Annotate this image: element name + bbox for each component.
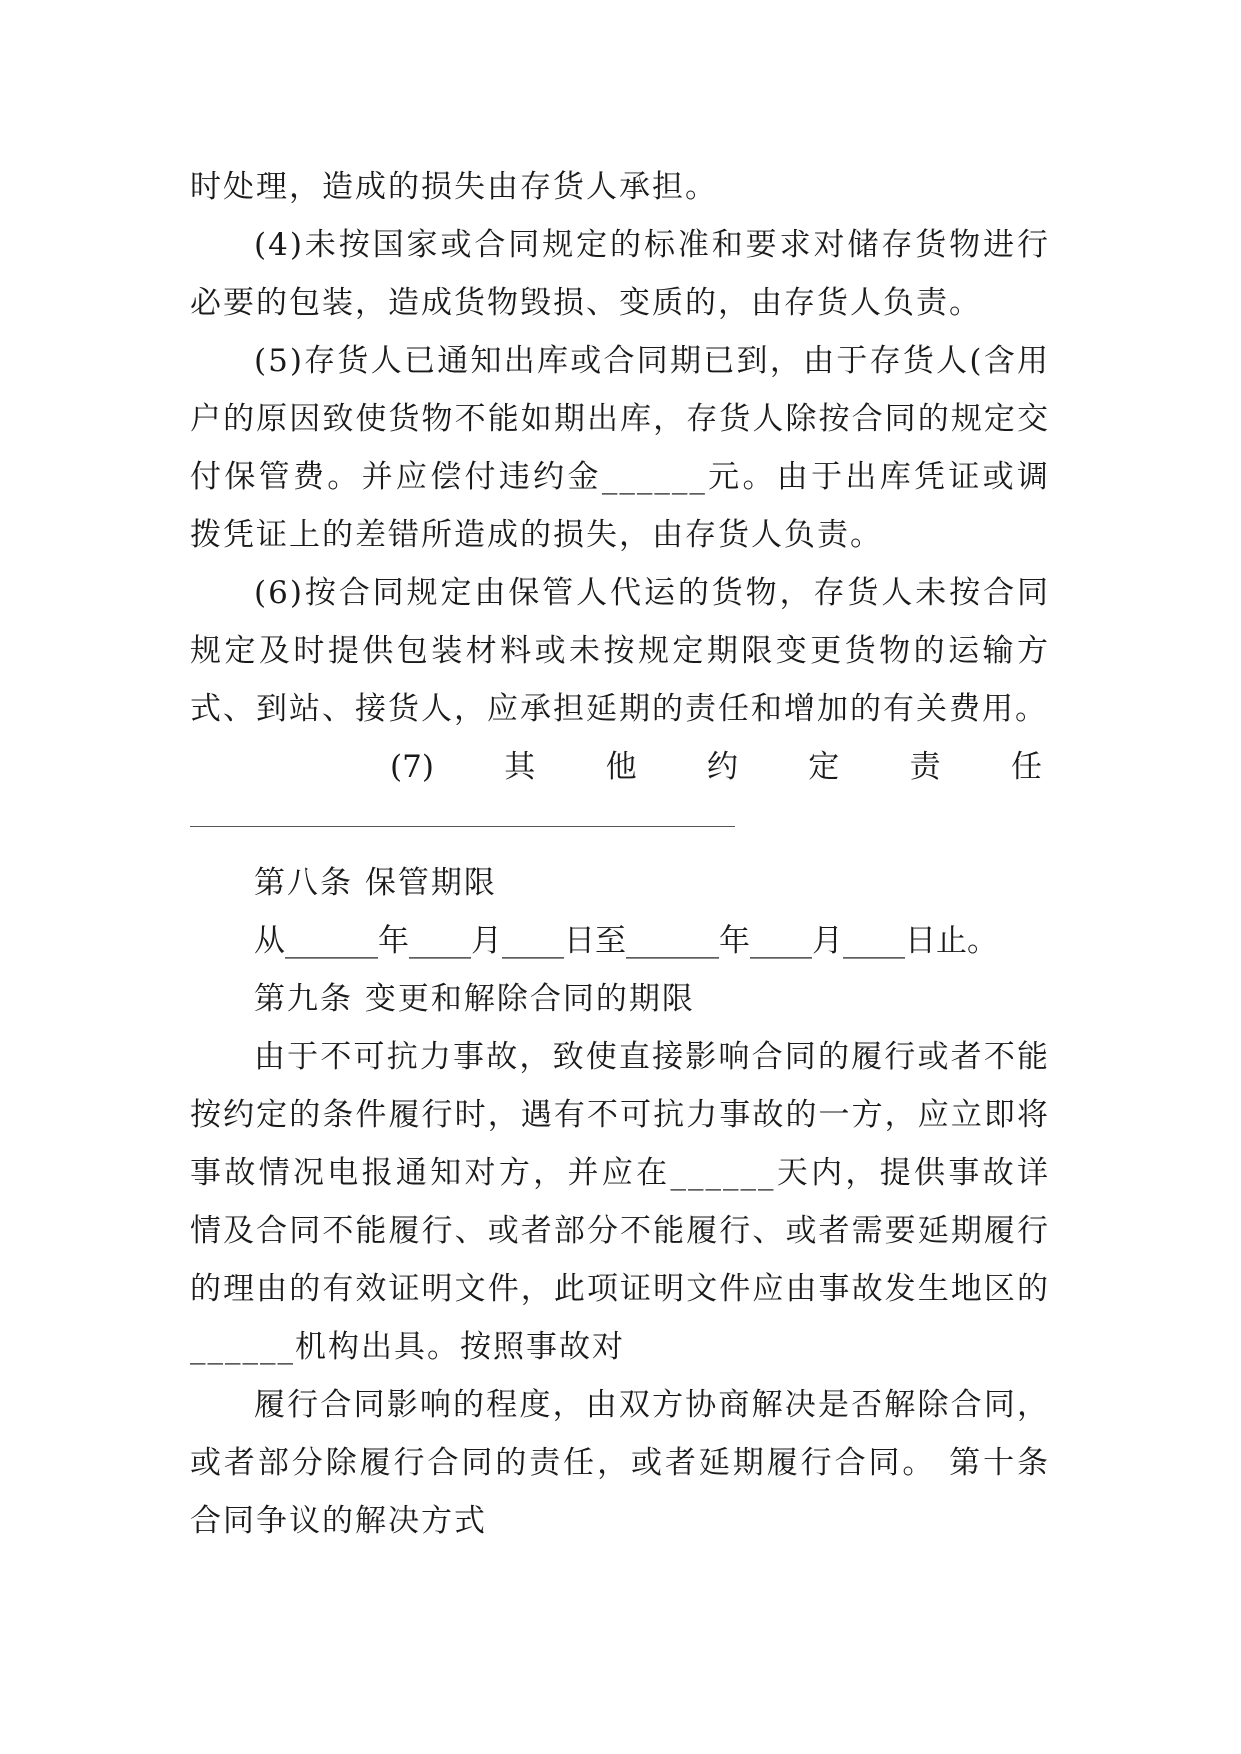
document-body	[190, 158, 1050, 1550]
item-7-char: 他	[605, 749, 637, 785]
fill-in-blank-line	[190, 796, 1050, 854]
article-8-body: 从______年____月____日至______年____月____日止。	[254, 923, 998, 959]
item-7-char: 责	[909, 749, 941, 785]
paragraph-item-5: (5)存货人已通知出库或合同期已到，由于存货人(含用户的原因致使货物不能如期出库，存货人除按合同的规定交付保管费。并应偿付违约金______元。由于出库凭证或调拨凭证上的差错所造成的损失，由存货人负责。	[190, 343, 1050, 553]
paragraph-item-7	[190, 738, 1050, 796]
paragraph-item-4: (4)未按国家或合同规定的标准和要求对储存货物进行必要的包装，造成货物毁损、变质的，由存货人负责。	[190, 227, 1050, 321]
paragraph-liability-continued: 时处理，造成的损失由存货人承担。	[190, 169, 718, 205]
item-7-char: 其	[504, 749, 536, 785]
blank-underline	[190, 826, 735, 827]
item-7-char: 任	[1010, 749, 1042, 785]
article-9-body-continued: 履行合同影响的程度，由双方协商解决是否解除合同，或者部分除履行合同的责任，或者延期履行合同。 第十条合同争议的解决方式	[190, 1387, 1050, 1539]
item-7-number: (7)	[390, 749, 434, 785]
item-7-char: 约	[706, 749, 738, 785]
item-7-char: 定	[808, 749, 840, 785]
paragraph-item-6: (6)按合同规定由保管人代运的货物，存货人未按合同规定及时提供包装材料或未按规定期限变更货物的运输方式、到站、接货人，应承担延期的责任和增加的有关费用。	[190, 575, 1050, 727]
article-8-title: 第八条 保管期限	[254, 865, 497, 901]
article-9-body: 由于不可抗力事故，致使直接影响合同的履行或者不能按约定的条件履行时，遇有不可抗力事故的一方，应立即将事故情况电报通知对方，并应在______天内，提供事故详情及合同不能履行、或者部分不能履行、或者需要延期履行的理由的有效证明文件，此项证明文件应由事故发生地区的______机构出具。按照事故对	[190, 1039, 1050, 1365]
article-9-title: 第九条 变更和解除合同的期限	[254, 981, 695, 1017]
